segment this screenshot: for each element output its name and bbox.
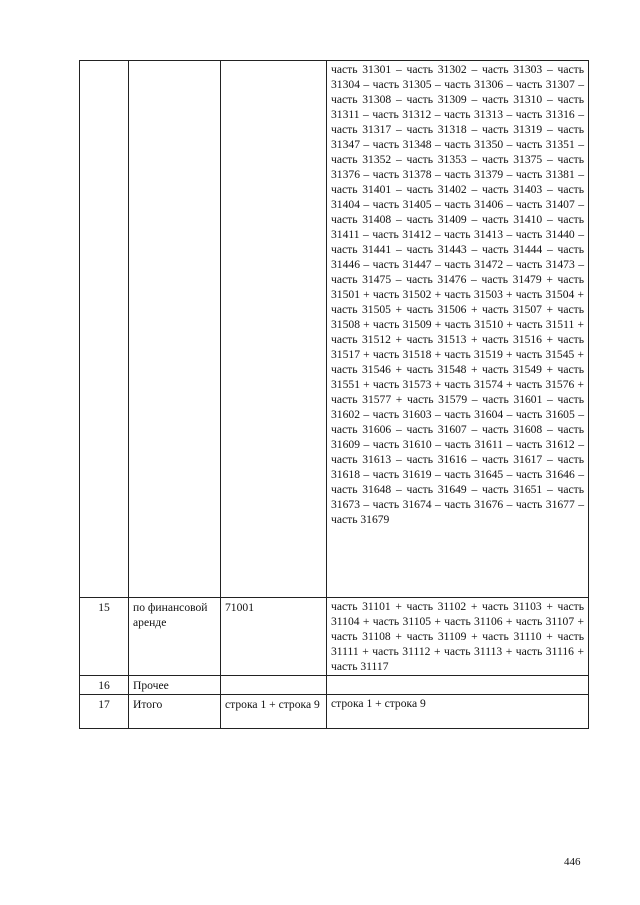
row-name: Прочее (129, 676, 221, 695)
row-code: 71001 (221, 598, 327, 676)
row-name: по финансовой аренде (129, 598, 221, 676)
row-code (221, 61, 327, 598)
table-row (80, 61, 589, 598)
page-number: 446 (564, 856, 581, 868)
row-formula: часть 31301 – часть 31302 – часть 31303 – часть 31304 – часть 31305 – часть 31306 – часть 31307 – часть 31308 – часть 31309 – часть 31310 – часть 31311 – часть 31312 – часть 31313 – часть 31316 – часть 31317 – часть 31318 – часть 31319 – часть 31347 – часть 31348 – часть 31350 – часть 31351 – часть 31352 – часть 31353 – часть 31375 – часть 31376 – часть 31378 – часть 31379 – часть 31381 – часть 31401 – часть 31402 – часть 31403 – часть 31404 – часть 31405 – часть 31406 – часть 31407 – часть 31408 – часть 31409 – часть 31410 – часть 31411 – часть 31412 – часть 31413 – часть 31440 – часть 31441 – часть 31443 – часть 31444 – часть 31446 – часть 31447 – часть 31472 – часть 31473 – часть 31475 – часть 31476 – часть 31479 + часть 31501 + часть 31502 + часть 31503 + часть 31504 + часть 31505 + часть 31506 + часть 31507 + часть 31508 + часть 31509 + часть 31510 + часть 31511 + часть 31512 + часть 31513 + часть 31516 + часть 31517 + часть 31518 + часть 31519 + часть 31545 + часть 31546 + часть 31548 + часть 31549 + часть 31551 + часть 31573 + часть 31574 + часть 31576 + часть 31577 + часть 31579 – часть 31601 – часть 31602 – часть 31603 – часть 31604 – часть 31605 – часть 31606 – часть 31607 – часть 31608 – часть 31609 – часть 31610 – часть 31611 – часть 31612 – часть 31613 – часть 31616 – часть 31617 – часть 31618 – часть 31619 – часть 31645 – часть 31646 – часть 31648 – часть 31649 – часть 31651 – часть 31673 – часть 31674 – часть 31676 – часть 31677 – часть 31679 (327, 61, 589, 598)
financial-table (79, 60, 589, 729)
row-number: 16 (80, 676, 129, 695)
row-number: 15 (80, 598, 129, 676)
table-row (80, 695, 589, 729)
row-formula (327, 676, 589, 695)
row-name (129, 61, 221, 598)
table-row (80, 598, 589, 676)
row-number (80, 61, 129, 598)
row-formula: часть 31101 + часть 31102 + часть 31103 + часть 31104 + часть 31105 + часть 31106 + часть 31107 + часть 31108 + часть 31109 + часть 31110 + часть 31111 + часть 31112 + часть 31113 + часть 31116 + часть 31117 (327, 598, 589, 676)
table-row (80, 676, 589, 695)
row-formula: строка 1 + строка 9 (327, 695, 589, 729)
row-name: Итого (129, 695, 221, 729)
row-number: 17 (80, 695, 129, 729)
row-code (221, 676, 327, 695)
row-code: строка 1 + строка 9 (221, 695, 327, 729)
